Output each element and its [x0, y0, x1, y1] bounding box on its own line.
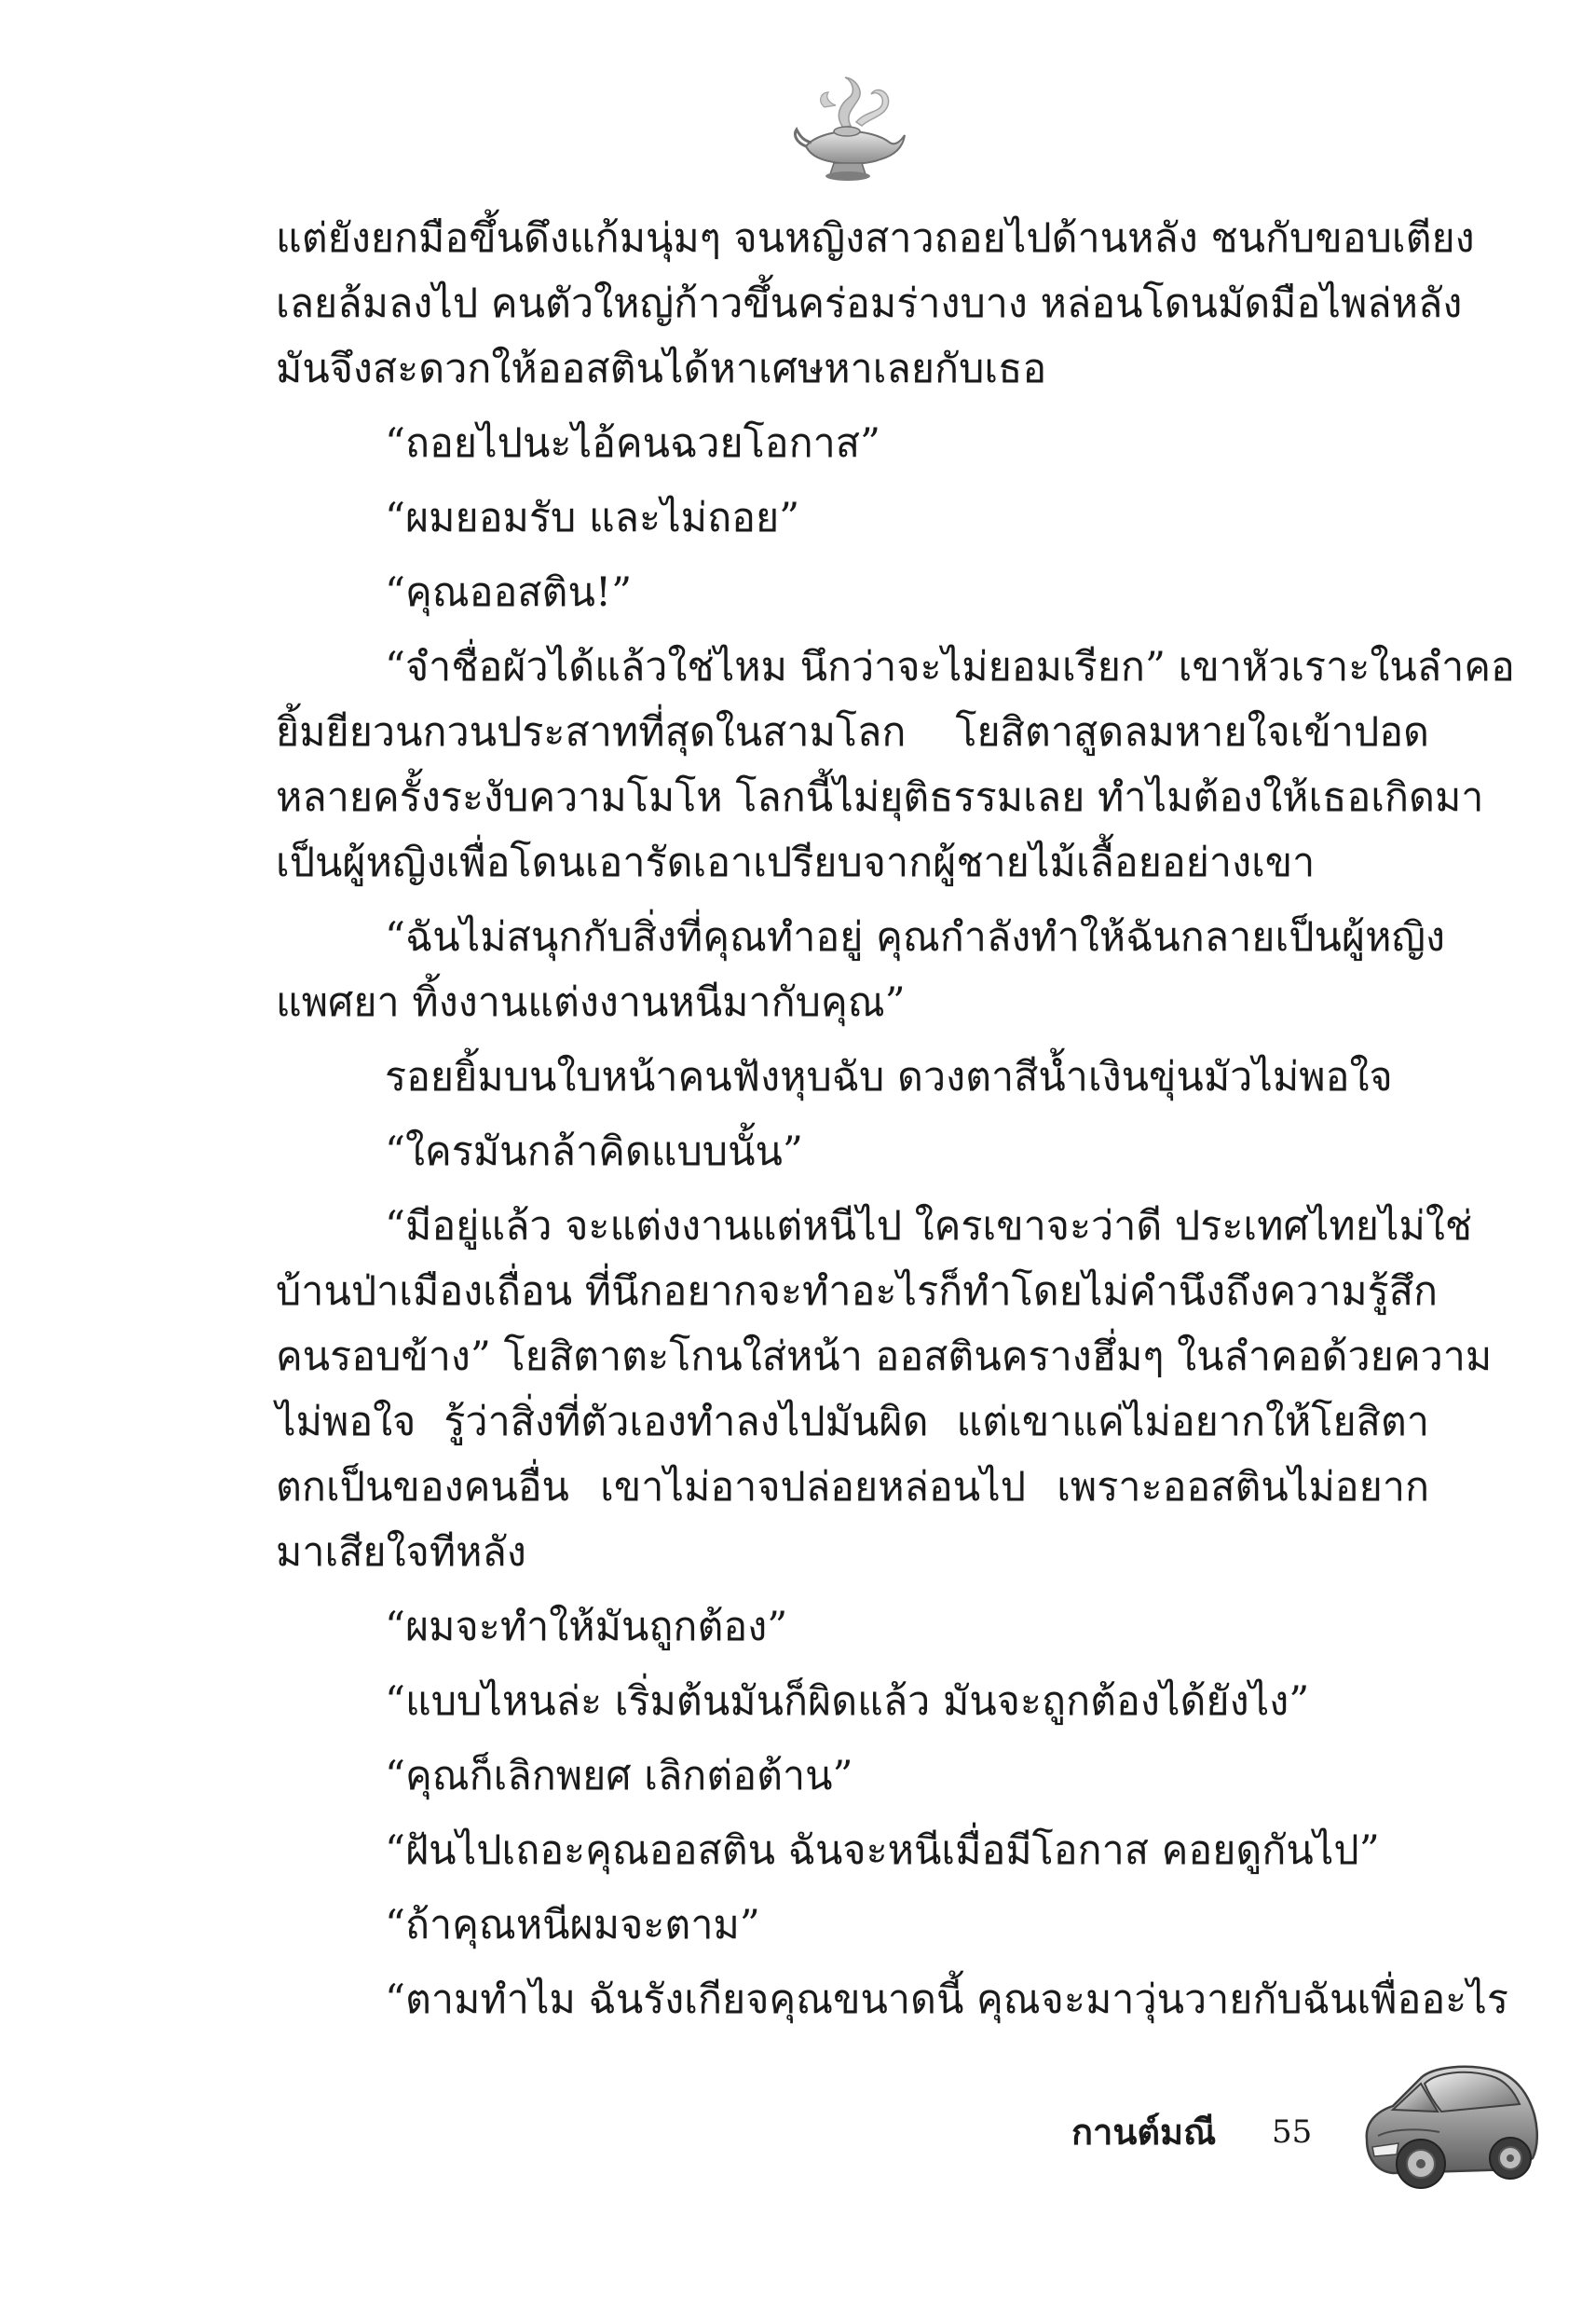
- text-line: หลายครั้งระงับความโมโห โลกนี้ไม่ยุติธรรมเลย ทำไมต้องให้เธอเกิดมา: [276, 774, 1484, 821]
- text-line: “ตามทำไม ฉันรังเกียจคุณขนาดนี้ คุณจะมาวุ่นวายกับฉันเพื่ออะไร: [385, 1976, 1508, 2023]
- text-line: “แบบไหนล่ะ เริ่มต้นมันก็ผิดแล้ว มันจะถูกต้องได้ยังไง”: [385, 1678, 1310, 1725]
- text-line: คนรอบข้าง” โยสิตาตะโกนใส่หน้า ออสตินครางฮึ่มๆ ในลำคอด้วยความ: [276, 1333, 1493, 1380]
- text-line: แพศยา ทิ้งงานแต่งงานหนีมากับคุณ”: [276, 979, 906, 1026]
- text-line: เลยล้มลงไป คนตัวใหญ่ก้าวขึ้นคร่อมร่างบาง หล่อนโดนมัดมือไพล่หลัง: [276, 280, 1463, 327]
- text-line: “คุณออสติน!”: [385, 569, 633, 616]
- text-line: “คุณก็เลิกพยศ เลิกต่อต้าน”: [385, 1753, 853, 1799]
- text-line: “ถอยไปนะไอ้คนฉวยโอกาส”: [385, 420, 881, 467]
- text-line: ยิ้มยียวนกวนประสาทที่สุดในสามโลก โยสิตาสูดลมหายใจเข้าปอด: [276, 709, 1429, 756]
- text-line: “ใครมันกล้าคิดแบบนั้น”: [385, 1128, 803, 1175]
- text-line: ตกเป็นของคนอื่น เขาไม่อาจปล่อยหล่อนไป เพราะออสตินไม่อยาก: [276, 1464, 1429, 1511]
- text-line: “ถ้าคุณหนีผมจะตาม”: [385, 1902, 760, 1949]
- text-line: “ฝันไปเถอะคุณออสติน ฉันจะหนีเมื่อมีโอกาส คอยดูกันไป”: [385, 1827, 1380, 1874]
- text-line: “ผมยอมรับ และไม่ถอย”: [385, 495, 800, 541]
- car-icon: [1356, 2050, 1542, 2199]
- text-line: เป็นผู้หญิงเพื่อโดนเอารัดเอาเปรียบจากผู้ชายไม้เลื้อยอย่างเขา: [276, 840, 1316, 886]
- page-number: 55: [1272, 2113, 1313, 2151]
- text-line: “จำชื่อผัวได้แล้วใช่ไหม นึกว่าจะไม่ยอมเรียก” เขาหัวเราะในลำคอ: [385, 644, 1515, 691]
- text-line: มันจึงสะดวกให้ออสตินได้หาเศษหาเลยกับเธอ: [276, 346, 1047, 392]
- page-footer: [1071, 2106, 1398, 2162]
- text-line: ไม่พอใจ รู้ว่าสิ่งที่ตัวเองทำลงไปมันผิด แต่เขาแค่ไม่อยากให้โยสิตา: [276, 1399, 1429, 1445]
- text-line: แต่ยังยกมือขึ้นดึงแก้มนุ่มๆ จนหญิงสาวถอยไปด้านหลัง ชนกับขอบเตียง: [276, 215, 1475, 262]
- magic-lamp-icon: [787, 70, 908, 191]
- text-line: “ฉันไม่สนุกกับสิ่งที่คุณทำอยู่ คุณกำลังทำให้ฉันกลายเป็นผู้หญิง: [385, 914, 1446, 961]
- text-line: บ้านป่าเมืองเถื่อน ที่นึกอยากจะทำอะไรก็ทำโดยไม่คำนึงถึงความรู้สึก: [276, 1268, 1438, 1315]
- text-line: รอยยิ้มบนใบหน้าคนฟังหุบฉับ ดวงตาสีน้ำเงินขุ่นมัวไม่พอใจ: [385, 1054, 1393, 1101]
- text-line: “มีอยู่แล้ว จะแต่งงานแต่หนีไป ใครเขาจะว่าดี ประเทศไทยไม่ใช่: [385, 1203, 1473, 1250]
- text-line: “ผมจะทำให้มันถูกต้อง”: [385, 1604, 788, 1650]
- book-title: กานต์มณี: [1071, 2112, 1217, 2153]
- text-line: มาเสียใจทีหลัง: [276, 1529, 526, 1576]
